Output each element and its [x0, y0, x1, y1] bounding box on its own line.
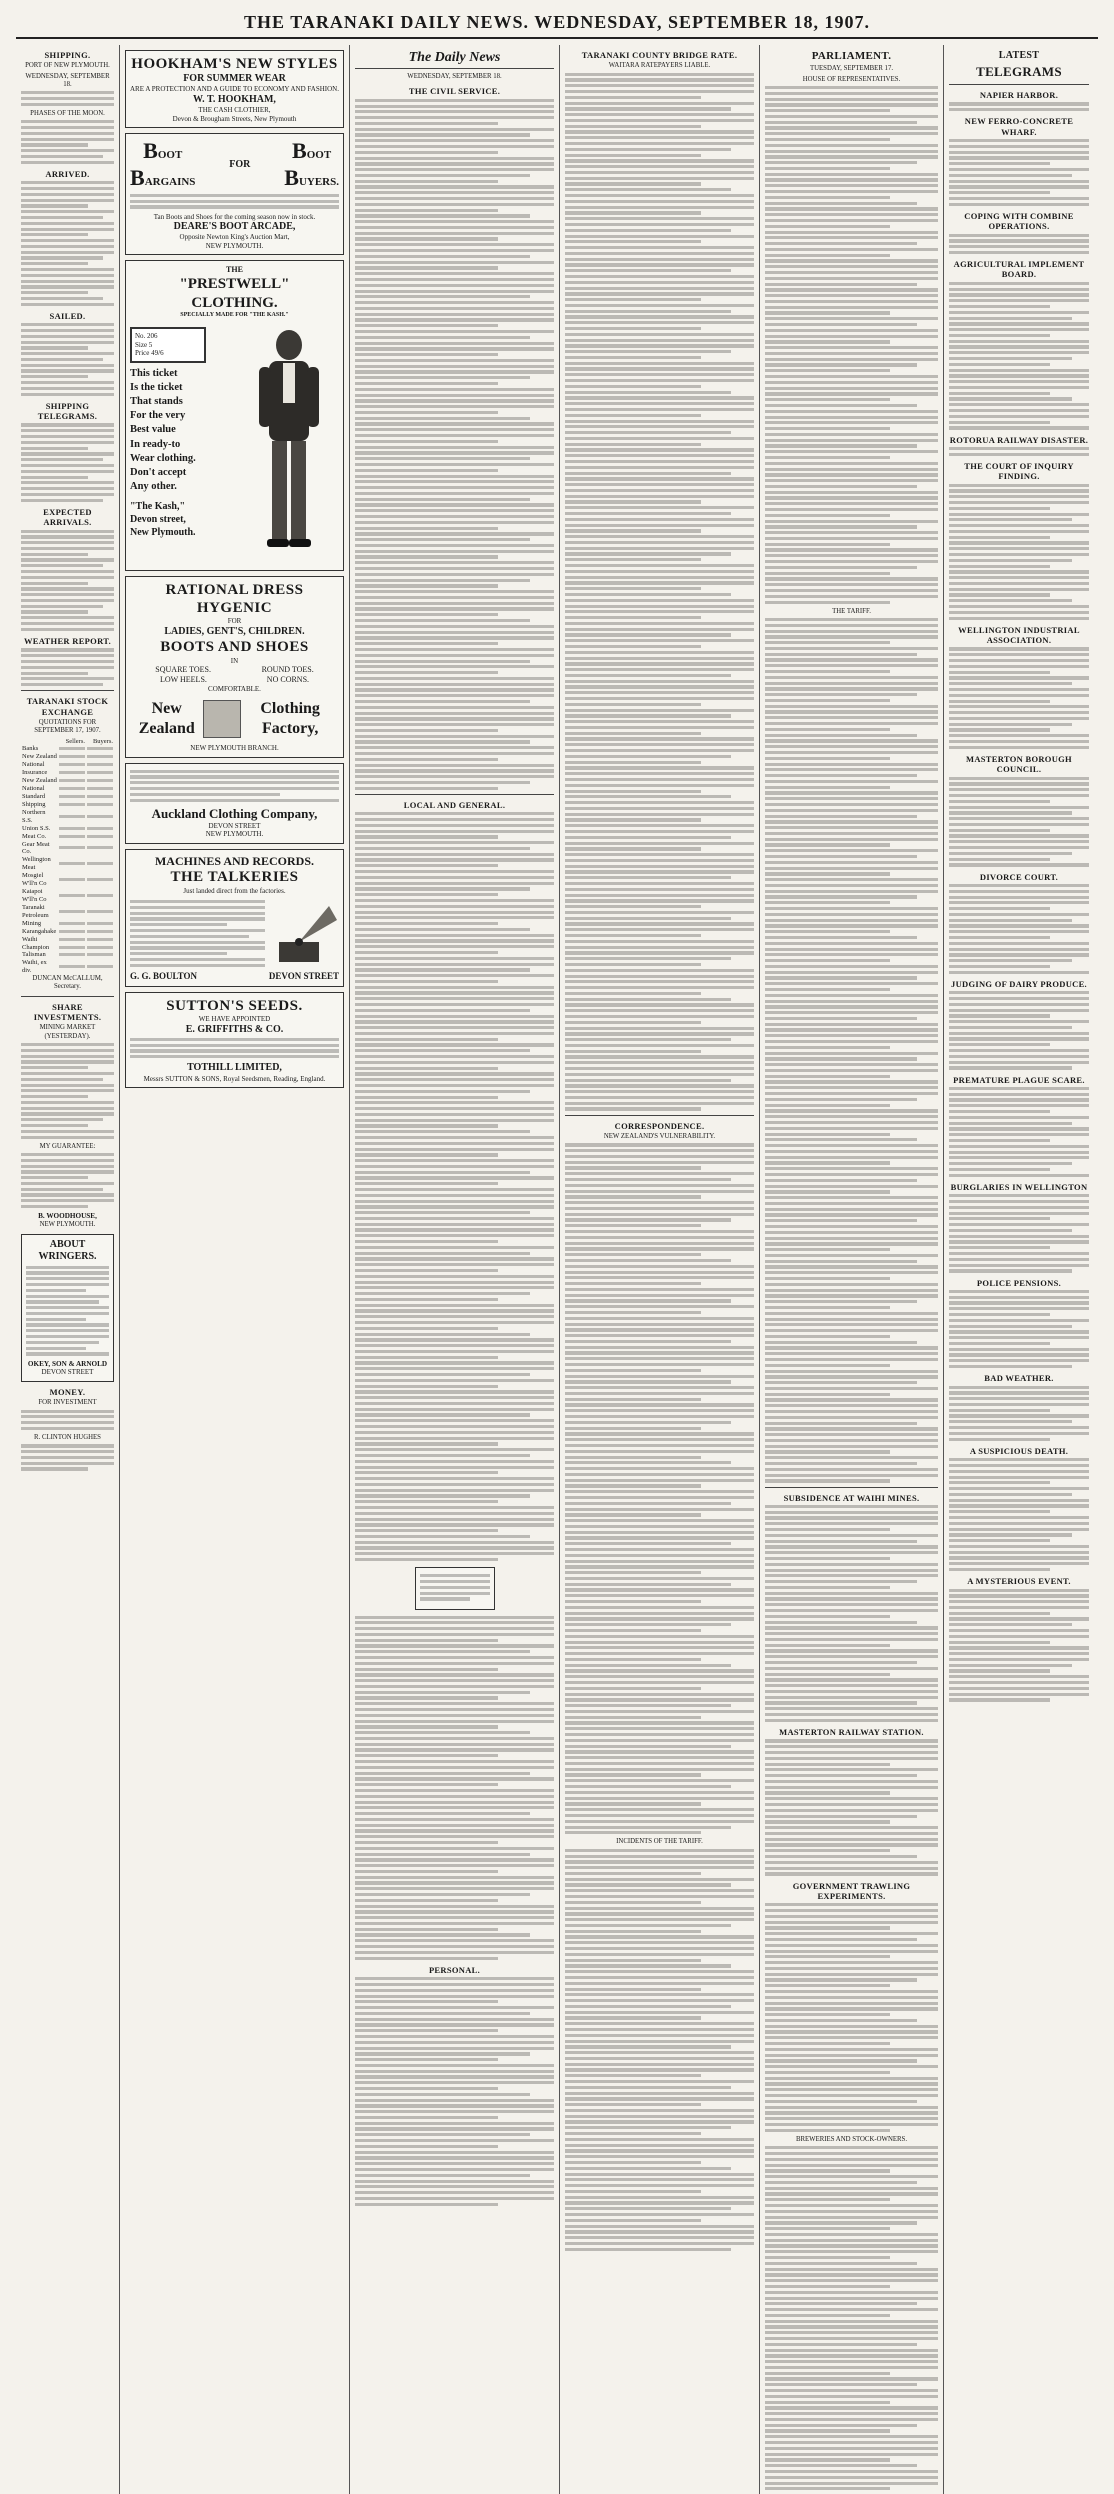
quotations-heading: QUOTATIONS FOR SEPTEMBER 17, 1907.	[34, 718, 101, 735]
column-1	[16, 45, 120, 2494]
trawling-heading: GOVERNMENT TRAWLING EXPERIMENTS.	[792, 1880, 911, 1901]
table-row	[21, 793, 114, 801]
griffiths-name: E. GRIFFITHS & CO.	[185, 1023, 284, 1035]
text-block	[21, 530, 114, 631]
vulnerability-heading: NEW ZEALAND'S VULNERABILITY.	[603, 1133, 716, 1141]
telegram-heading: AGRICULTURAL IMPLEMENT BOARD.	[953, 259, 1085, 280]
hygenic-title: HYGENIC	[196, 600, 273, 617]
table-row-label: Shipping	[22, 800, 46, 808]
quotations-column-header: Sellers.	[65, 737, 85, 745]
text-block	[21, 1410, 114, 1431]
local-general-article	[355, 812, 554, 1561]
boot-caption: Tan Boots and Shoes for the coming season now in stock.	[153, 212, 316, 221]
table-row	[21, 777, 114, 785]
sailed-heading: SAILED.	[49, 310, 86, 321]
table-row	[21, 809, 114, 825]
guarantee-heading: MY GUARANTEE:	[39, 1142, 96, 1150]
guarantee-town: NEW PLYMOUTH.	[39, 1221, 96, 1228]
newspaper-title: THE TARANAKI DAILY NEWS. WEDNESDAY, SEPTEMBER 18, 1907.	[244, 12, 870, 32]
house-heading: HOUSE OF REPRESENTATIVES.	[802, 75, 901, 83]
ticket-price: Price 49/6	[135, 349, 164, 358]
divider	[565, 1115, 754, 1116]
personal-heading: PERSONAL.	[428, 1964, 481, 1975]
gentleman-figure-illustration	[239, 323, 339, 566]
comfortable: COMFORTABLE.	[208, 684, 261, 693]
editorial-date: WEDNESDAY, SEPTEMBER 18.	[407, 73, 502, 81]
table-row-label: Meat Co.	[22, 832, 47, 840]
civil-service-heading: THE CIVIL SERVICE.	[408, 86, 501, 97]
table-row	[21, 888, 114, 904]
okey-name: OKEY, SON & ARNOLD	[27, 1359, 108, 1368]
column-6	[944, 45, 1094, 2494]
column-2-ads	[120, 45, 350, 2494]
telegram-body	[949, 1589, 1089, 1702]
table-row	[21, 872, 114, 888]
suttons-firm: Messrs SUTTON & SONS, Royal Seedsmen, Reading, England.	[143, 1074, 326, 1083]
telegram-heading: JUDGING OF DAIRY PRODUCE.	[951, 978, 1087, 989]
ticket-copy-line: In ready-to	[130, 438, 181, 450]
table-row-label: Champion	[22, 943, 50, 951]
ticket-copy-line: Is the ticket	[130, 381, 183, 393]
quotations-table	[21, 738, 114, 976]
ticket-copy-line: For the very	[130, 410, 186, 422]
nz-right: Clothing Factory,	[260, 700, 320, 737]
low-heels: LOW HEELS.	[159, 674, 207, 684]
auckland-clothing-ad	[125, 763, 344, 844]
quotations-column-header: Buyers.	[92, 737, 113, 745]
quotations-header-row	[21, 738, 114, 746]
telegram-heading: A SUSPICIOUS DEATH.	[969, 1445, 1069, 1456]
text-block	[21, 323, 114, 396]
divider	[21, 996, 114, 997]
clinton-name: R. CLINTON HUGHES	[34, 1434, 101, 1442]
investment-heading: FOR INVESTMENT	[38, 1399, 97, 1407]
table-row	[21, 904, 114, 920]
parliament-heading: PARLIAMENT.	[811, 50, 892, 62]
column-5	[760, 45, 944, 2494]
deare-town: NEW PLYMOUTH.	[205, 241, 264, 250]
boulton-street: DEVON STREET	[268, 970, 339, 981]
editorial-masthead: The Daily News	[355, 49, 554, 69]
text-block	[26, 1266, 109, 1356]
table-row	[21, 769, 114, 777]
tariff-incidents-heading: INCIDENTS OF THE TARIFF.	[616, 1838, 703, 1846]
table-row	[21, 833, 114, 841]
rational-dress-ad	[125, 576, 344, 758]
local-general-heading: LOCAL AND GENERAL.	[403, 799, 506, 810]
text-block	[21, 648, 114, 686]
table-row	[21, 801, 114, 809]
auckland-town: NEW PLYMOUTH.	[205, 830, 264, 839]
mining-market-heading: MINING MARKET (YESTERDAY).	[39, 1024, 96, 1040]
telegram-body	[949, 1386, 1089, 1441]
ticket-copy-line: Any other.	[130, 481, 177, 493]
table-row	[21, 951, 114, 959]
wringers-heading: ABOUT WRINGERS.	[38, 1239, 97, 1263]
telegram-heading: NEW FERRO-CONCRETE WHARF.	[964, 116, 1074, 137]
masthead	[16, 12, 1098, 39]
telegram-body	[949, 884, 1089, 974]
ticket-size: Size 5	[135, 340, 153, 349]
telegram-body	[949, 102, 1089, 111]
nz-left: New Zealand	[138, 700, 195, 737]
text-block	[21, 1043, 114, 1139]
prestwell-name: "PRESTWELL"	[179, 276, 290, 293]
table-row-label: Union S.S.	[22, 824, 51, 832]
text-block	[21, 1444, 114, 1470]
table-row-label: National	[22, 785, 45, 793]
table-row	[21, 825, 114, 833]
prestwell-the: THE	[226, 265, 243, 275]
auckland-street: DEVON STREET	[208, 821, 261, 830]
stock-exchange-heading: TARANAKI STOCK EXCHANGE	[26, 696, 109, 717]
parliament-date: TUESDAY, SEPTEMBER 17.	[809, 65, 894, 73]
table-row	[21, 944, 114, 952]
talkeries-sub: Just landed direct from the factories.	[183, 886, 286, 895]
round-toes: ROUND TOES.	[261, 665, 314, 675]
divider	[21, 690, 114, 691]
in-line: IN	[230, 656, 239, 665]
prestwell-tagline: SPECIALLY MADE FOR "THE KASH."	[180, 311, 289, 318]
telegram-body	[949, 777, 1089, 867]
ticket-copy-line: Best value	[130, 424, 176, 436]
text-block	[21, 1153, 114, 1208]
column-4	[560, 45, 760, 2494]
table-row-label: Mining	[22, 919, 42, 927]
telegram-heading: ROTORUA RAILWAY DISASTER.	[949, 434, 1089, 445]
guarantee-name: B. WOODHOUSE,	[38, 1212, 97, 1221]
text-block	[21, 91, 114, 106]
telegram-heading: COPING WITH COMBINE OPERATIONS.	[964, 210, 1074, 232]
machines-title: MACHINES AND RECORDS.	[154, 853, 315, 868]
table-row	[21, 753, 114, 761]
exchange-secretary: DUNCAN McCALLUM, Secretary.	[32, 975, 103, 991]
table-row	[21, 785, 114, 793]
shipping-heading: SHIPPING.	[44, 50, 91, 60]
boots-shoes-title: BOOTS AND SHOES	[160, 639, 309, 656]
prestwell-clothing: CLOTHING.	[191, 294, 278, 311]
telegram-heading: POLICE PENSIONS.	[976, 1277, 1062, 1288]
hookham-address: Devon & Brougham Streets, New Plymouth	[172, 114, 297, 123]
auckland-title: Auckland Clothing Company,	[151, 805, 318, 821]
telegram-body	[949, 1087, 1089, 1177]
table-row-label: Kaiapoi W'll'n Co	[22, 888, 47, 903]
table-row-label: Northern S.S.	[22, 808, 46, 824]
kash-line-3: New Plymouth.	[130, 527, 196, 539]
telegram-heading: NAPIER HARBOR.	[979, 90, 1059, 101]
suttons-ad	[125, 992, 344, 1088]
brewers-article	[765, 2146, 938, 2490]
table-row	[21, 761, 114, 769]
house-report	[765, 86, 938, 604]
text-block	[420, 1574, 490, 1600]
suttons-title: SUTTON'S SEEDS.	[166, 997, 303, 1014]
table-row	[21, 745, 114, 753]
telegram-heading: WELLINGTON INDUSTRIAL ASSOCIATION.	[958, 624, 1080, 646]
text-block	[21, 423, 114, 501]
table-row	[21, 856, 114, 872]
date-line: WEDNESDAY, SEPTEMBER 18.	[25, 72, 110, 88]
telegram-heading: BURGLARIES IN WELLINGTON	[950, 1181, 1088, 1192]
boulton-name: G. G. BOULTON	[130, 970, 198, 981]
ticket-copy-line: Don't accept	[130, 466, 187, 478]
hookham-cash: THE CASH CLOTHIER,	[198, 106, 271, 115]
telegram-body	[949, 1290, 1089, 1368]
table-row	[21, 936, 114, 944]
table-row-label: New Zealand	[22, 753, 57, 761]
rational-title: RATIONAL DRESS	[165, 581, 304, 598]
table-row-label: Waihi	[22, 935, 38, 943]
hookham-name: W. T. HOOKHAM,	[193, 94, 276, 106]
ticket-number: No. 206	[135, 332, 158, 341]
table-row-label: Taranaki Petroleum	[22, 903, 49, 919]
table-row	[21, 959, 114, 975]
local-general-continued	[355, 1616, 554, 1960]
telegram-heading: A MYSTERIOUS EVENT.	[967, 1576, 1071, 1587]
gramophone-illustration	[269, 898, 339, 968]
table-row-label: Standard	[22, 792, 46, 800]
telegram-body	[949, 1458, 1089, 1571]
telegram-body	[949, 484, 1089, 620]
column-grid	[16, 45, 1098, 2143]
boot-left: BOOT BARGAINS	[130, 138, 196, 191]
factory-emblem-icon	[203, 700, 241, 738]
tariff-heading: THE TARIFF.	[832, 607, 871, 615]
text-block	[130, 900, 265, 967]
money-heading: MONEY.	[49, 1386, 86, 1397]
talkeries-ad	[125, 849, 344, 987]
divider	[355, 794, 554, 795]
table-row-label: Banks	[22, 745, 39, 753]
table-row	[21, 920, 114, 928]
expert-ad	[415, 1567, 495, 1609]
telegram-body	[949, 647, 1089, 748]
prestwell-ad	[125, 260, 344, 570]
telegram-body	[949, 282, 1089, 430]
vulnerability-letter	[565, 1143, 754, 1834]
trawling-article	[765, 1903, 938, 2132]
for-line: FOR	[227, 617, 242, 626]
masterton-station-article	[765, 1739, 938, 1875]
telegram-heading: PREMATURE PLAGUE SCARE.	[953, 1074, 1085, 1085]
hookham-title: HOOKHAM'S NEW STYLES	[131, 56, 338, 72]
okey-street: DEVON STREET	[41, 1368, 94, 1377]
share-investments-heading: SHARE INVESTMENTS.	[33, 1001, 102, 1023]
weather-heading: WEATHER REPORT.	[23, 636, 111, 647]
price-ticket	[130, 327, 206, 363]
telegram-list	[949, 90, 1089, 1702]
table-row-label: Talisman	[22, 951, 46, 959]
tariff-report	[765, 618, 938, 1483]
wringers-ad	[21, 1234, 114, 1382]
text-block	[130, 1038, 339, 1059]
nz-branch: NEW PLYMOUTH BRANCH.	[190, 744, 279, 753]
text-block	[21, 120, 114, 164]
table-row-label: Gear Meat Co.	[22, 840, 50, 856]
divider	[949, 84, 1089, 85]
tariff-incidents-letter	[565, 1849, 754, 2251]
boot-for: FOR	[229, 159, 251, 170]
shipping-telegrams-heading: SHIPPING TELEGRAMS.	[37, 400, 98, 422]
ticket-copy-line: That stands	[130, 396, 183, 408]
subsidence-article	[765, 1505, 938, 1722]
deare-title: DEARE'S BOOT ARCADE,	[173, 221, 296, 233]
masterton-station-heading: MASTERTON RAILWAY STATION.	[779, 1727, 924, 1738]
personal-article	[355, 1977, 554, 2206]
moon-heading: PHASES OF THE MOON.	[30, 109, 105, 117]
no-corns: NO CORNS.	[266, 674, 310, 684]
table-row-label: Karangahake	[22, 927, 57, 935]
brewers-heading: BREWERIES AND STOCK-OWNERS.	[795, 2135, 908, 2143]
expected-heading: EXPECTED ARRIVALS.	[43, 506, 92, 528]
telegram-heading: THE COURT OF INQUIRY FINDING.	[964, 460, 1074, 482]
telegram-body	[949, 139, 1089, 206]
talkeries-title: THE TALKERIES	[170, 869, 299, 886]
table-row-label: Wellington Meat	[22, 856, 51, 872]
hookham-line: ARE A PROTECTION AND A GUIDE TO ECONOMY AND FASHION.	[130, 85, 339, 94]
civil-service-article	[355, 99, 554, 790]
deare-address: Opposite Newton King's Auction Mart,	[179, 233, 290, 242]
table-row-label: Mosgiel W'll'n Co	[22, 872, 47, 888]
correspondence-heading: CORRESPONDENCE.	[614, 1120, 705, 1131]
telegram-heading: BAD WEATHER.	[984, 1373, 1054, 1384]
boot-heading	[130, 138, 339, 192]
table-row-label: Insurance	[22, 769, 48, 777]
tothill-name: TOTHILL LIMITED,	[187, 1062, 282, 1074]
arrived-heading: ARRIVED.	[45, 168, 90, 179]
table-row-label: National	[22, 761, 45, 769]
ticket-copy-line: This ticket	[130, 367, 178, 379]
hookham-ad	[125, 50, 344, 128]
ticket-copy	[130, 367, 233, 495]
telegrams-heading: TELEGRAMS	[976, 64, 1062, 80]
telegram-body	[949, 447, 1089, 456]
table-row-label: New Zealand	[22, 777, 57, 785]
telegram-body	[949, 991, 1089, 1069]
table-row	[21, 928, 114, 936]
column-3	[350, 45, 560, 2494]
kash-line-1: "The Kash,"	[130, 501, 186, 513]
telegram-body	[949, 234, 1089, 255]
bridge-rate-subheading: WAITARA RATEPAYERS LIABLE.	[608, 62, 711, 70]
telegram-heading: DIVORCE COURT.	[979, 871, 1059, 882]
square-toes: SQUARE TOES.	[155, 665, 211, 675]
subsidence-heading: SUBSIDENCE AT WAIHI MINES.	[783, 1492, 920, 1503]
nz-clothing-factory	[130, 699, 339, 738]
divider	[765, 1487, 938, 1488]
ticket-copy-line: Wear clothing.	[130, 452, 196, 464]
ladies-line: LADIES, GENT'S, CHILDREN.	[164, 626, 305, 638]
suttons-appointed: WE HAVE APPOINTED	[198, 1015, 271, 1024]
text-block	[130, 194, 339, 209]
bridge-rate-heading: TARANAKI COUNTY BRIDGE RATE.	[581, 50, 738, 60]
latest-heading: LATEST	[998, 50, 1040, 61]
deare-boot-ad	[125, 133, 344, 255]
text-block	[130, 770, 339, 802]
text-block	[21, 181, 114, 306]
bridge-rate-article	[565, 73, 754, 1111]
table-row-label: Waihi, ex div.	[22, 959, 47, 975]
telegram-heading: MASTERTON BOROUGH COUNCIL.	[966, 753, 1072, 775]
hookham-sub: FOR SUMMER WEAR	[183, 73, 286, 85]
boot-right: BOOT BUYERS.	[284, 138, 339, 191]
port-line: PORT OF NEW PLYMOUTH.	[25, 62, 110, 70]
telegram-body	[949, 1194, 1089, 1272]
kash-line-2: Devon street,	[130, 514, 186, 526]
table-row	[21, 841, 114, 857]
